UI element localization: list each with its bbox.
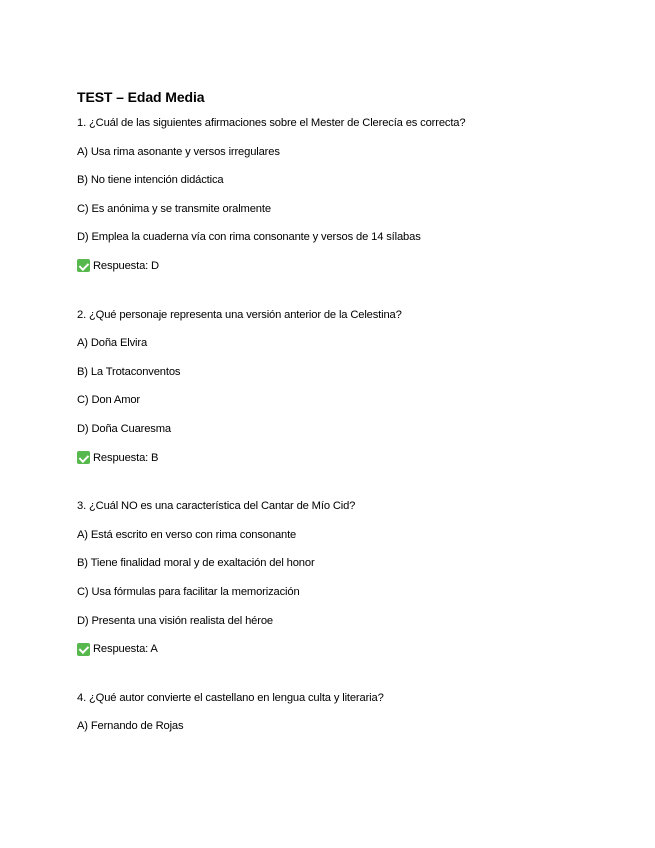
option-c: C) Don Amor bbox=[77, 394, 141, 407]
answer-line bbox=[77, 451, 637, 465]
answer-text: Respuesta: D bbox=[93, 259, 159, 272]
answer-text: Respuesta: A bbox=[93, 643, 158, 656]
option-b: B) Tiene finalidad moral y de exaltación del honor bbox=[77, 557, 315, 570]
option-b: B) No tiene intención didáctica bbox=[77, 174, 224, 187]
check-mark-icon bbox=[77, 643, 90, 656]
question-block-1 bbox=[77, 116, 637, 273]
option-a: A) Fernando de Rojas bbox=[77, 720, 184, 733]
option-a: A) Doña Elvira bbox=[77, 337, 148, 350]
question-text: 2. ¿Qué personaje representa una versión anterior de la Celestina? bbox=[77, 308, 402, 321]
question-block-3 bbox=[77, 499, 637, 656]
spacer bbox=[77, 479, 637, 499]
option-b: B) La Trotaconventos bbox=[77, 365, 181, 378]
spacer bbox=[77, 288, 637, 308]
option-a: A) Está escrito en verso con rima consonante bbox=[77, 528, 297, 541]
document-page bbox=[77, 88, 637, 748]
check-mark-icon bbox=[77, 451, 90, 464]
option-a: A) Usa rima asonante y versos irregulares bbox=[77, 145, 280, 158]
option-d: D) Presenta una visión realista del héroe bbox=[77, 614, 273, 627]
option-c: C) Usa fórmulas para facilitar la memorización bbox=[77, 585, 300, 598]
question-text: 4. ¿Qué autor convierte el castellano en lengua culta y literaria? bbox=[77, 691, 384, 704]
document-title: TEST – Edad Media bbox=[77, 89, 205, 105]
question-text: 3. ¿Cuál NO es una característica del Cantar de Mío Cid? bbox=[77, 500, 356, 513]
answer-text: Respuesta: B bbox=[93, 451, 159, 464]
answer-line bbox=[77, 642, 637, 656]
spacer bbox=[77, 671, 637, 691]
question-text: 1. ¿Cuál de las siguientes afirmaciones sobre el Mester de Clerecía es correcta? bbox=[77, 117, 466, 129]
question-block-4 bbox=[77, 691, 637, 734]
option-c: C) Es anónima y se transmite oralmente bbox=[77, 202, 271, 215]
option-d: D) Doña Cuaresma bbox=[77, 422, 171, 435]
check-mark-icon bbox=[77, 259, 90, 272]
option-d: D) Emplea la cuaderna vía con rima consonante y versos de 14 sílabas bbox=[77, 231, 421, 244]
question-block-2 bbox=[77, 308, 637, 465]
answer-line bbox=[77, 259, 637, 273]
